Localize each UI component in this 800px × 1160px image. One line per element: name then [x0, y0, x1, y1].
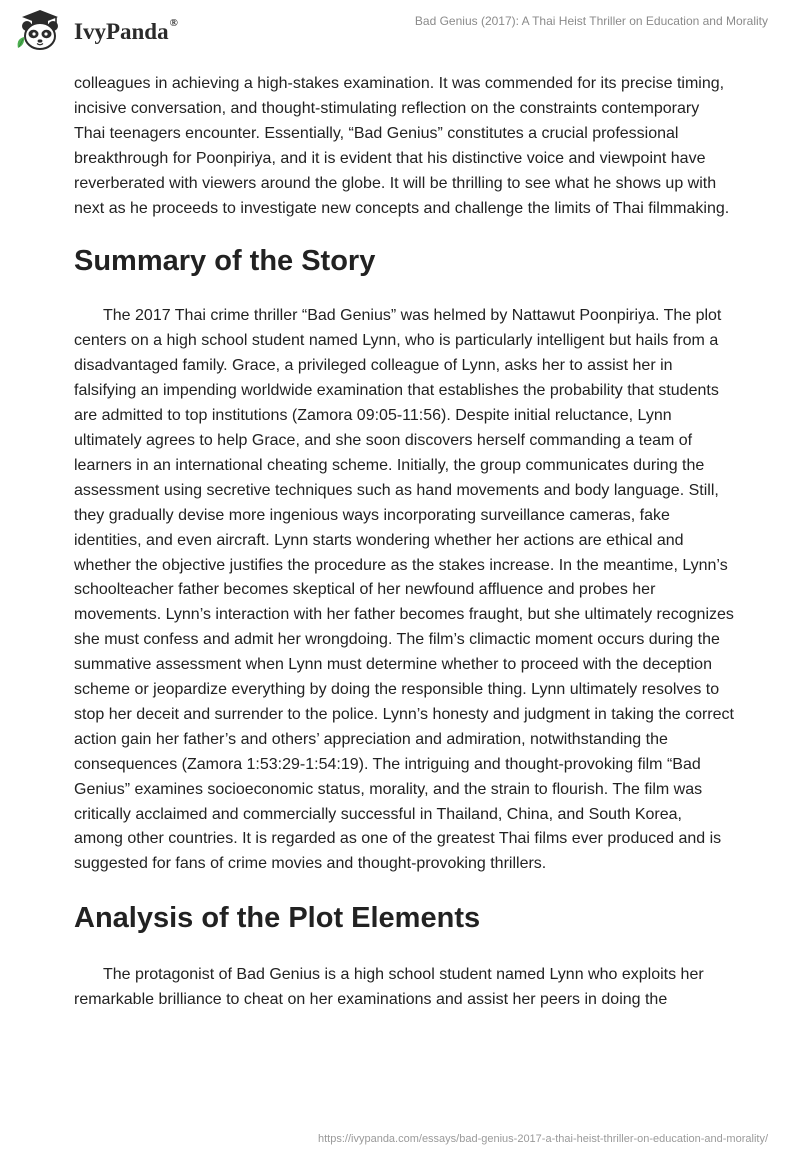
- analysis-paragraph: The protagonist of Bad Genius is a high school student named Lynn who exploits her remarkable brilliance to cheat on her examinations and assist her peers in doing the: [74, 966, 704, 1009]
- source-url[interactable]: https://ivypanda.com/essays/bad-genius-2017-a-thai-heist-thriller-on-education-and-morality/: [318, 1133, 768, 1145]
- page-header: [0, 0, 800, 68]
- document-title: Bad Genius (2017): A Thai Heist Thriller on Education and Morality: [414, 14, 768, 28]
- summary-paragraph: The 2017 Thai crime thriller “Bad Genius” was helmed by Nattawut Poonpiriya. The plot centers on a high school student named Lynn, who is particularly intelligent but hails from a disadvantaged family. Grace, a privileged colleague of Lynn, asks her to assist her in falsifying an impending worldwide examination that establishes the probability that students are admitted to top institutions (Zamora 09:05-11:56). Despite initial reluctance, Lynn ultimately agrees to help Grace, and she soon discovers herself commanding a team of learners in an international cheating scheme. Initially, the group communicates during the assessment using secretive techniques such as hand movements and body language. Still, they gradually devise more ingenious ways incorporating surveillance cameras, fake identities, and even aircraft. Lynn starts wondering whether her actions are ethical and whether the objective justifies the procedure as the stakes increase. In the meantime, Lynn’s schoolteacher father becomes skeptical of her newfound affluence and probes her movements. Lynn’s interaction with her father becomes fraught, but she ultimately recognizes she must confess and admit her wrongdoing. The film’s climactic moment occurs during the summative assessment when Lynn must determine whether to proceed with the deception scheme or jeopardize everything by doing the responsible thing. Lynn ultimately resolves to stop her deceit and surrender to the police. Lynn’s honesty and judgment in taking the correct action gain her father’s and others’ appreciation and admiration, notwithstanding the consequences (Zamora 1:53:29-1:54:19). The intriguing and thought-provoking film “Bad Genius” examines socioeconomic status, morality, and the strain to flourish. The film was critically acclaimed and commercially successful in Thailand, China, and South Korea, among other countries. It is regarded as one of the greatest Thai films ever produced and is suggested for fans of crime movies and thought-provoking thrillers.: [74, 307, 734, 873]
- ivypanda-logo[interactable]: [14, 8, 178, 54]
- panda-mascot-icon: [14, 8, 66, 54]
- intro-paragraph: colleagues in achieving a high-stakes examination. It was commended for its precise timing, incisive conversation, and thought-stimulating reflection on the constraints contemporary Thai teenagers encounter. Essentially, “Bad Genius” constitutes a crucial professional breakthrough for Poonpiriya, and it is evident that his distinctive voice and viewpoint have reverberated with viewers around the globe. It will be thrilling to see what he shows up with next as he proceeds to investigate new concepts and challenge the limits of Thai filmmaking.: [74, 75, 730, 217]
- registered-mark: ®: [169, 17, 178, 29]
- section-heading-analysis: Analysis of the Plot Elements: [74, 902, 481, 935]
- essay-content: [74, 72, 734, 1013]
- section-heading-summary: Summary of the Story: [74, 245, 376, 278]
- brand-name: IvyPanda®: [74, 17, 178, 44]
